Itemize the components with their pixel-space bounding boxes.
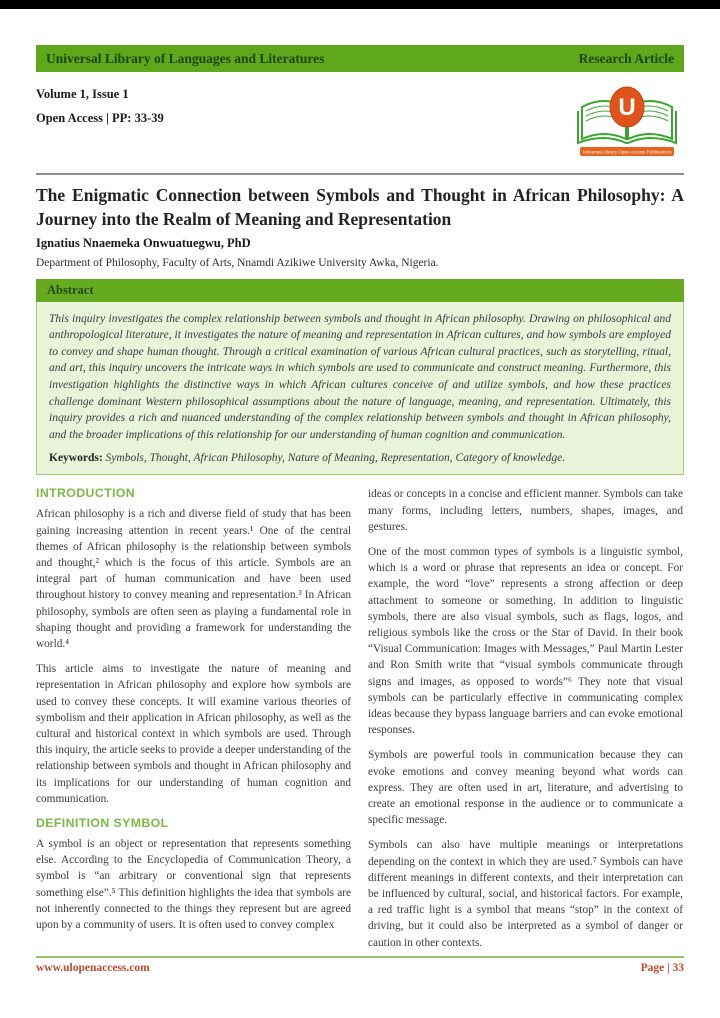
article-type-badge: Research Article <box>578 50 674 66</box>
keywords-text: Symbols, Thought, African Philosophy, Nature of Meaning, Representation, Category of knowledge. <box>102 452 566 465</box>
abstract-heading: Abstract <box>47 282 94 297</box>
two-column-body <box>36 486 684 959</box>
abstract-box <box>36 302 684 476</box>
journal-name: Universal Library of Languages and Literatures <box>46 50 325 66</box>
definition-symbol-heading: DEFINITION SYMBOL <box>36 816 169 830</box>
open-access-pages: Open Access | PP: 33-39 <box>36 111 164 125</box>
definition-paragraph-4: Symbols are powerful tools in communication because they can evoke emotions and convey meaning beyond what words can express. They are often used in art, literature, and advertising to create an emotional response in the audience or to communicate a specific message. <box>368 749 683 827</box>
keywords-line <box>49 452 671 464</box>
article-title: The Enigmatic Connection between Symbols and Thought in African Philosophy: A Journey into the Realm of Meaning and Representation <box>36 185 684 229</box>
publisher-website-link[interactable]: www.ulopenaccess.com <box>36 962 150 974</box>
publisher-logo <box>572 83 682 163</box>
journal-header-bar <box>36 45 684 72</box>
abstract-text: This inquiry investigates the complex relationship between symbols and thought in African philosophy. Drawing on philosophical and anthropological literature, it investigates the nature of meaning and representation in African cultures, and how symbols are employed to convey and shape human thought. Through a critical examination of various African cultural practices, such as storytelling, ritual, and art, this inquiry uncovers the intricate ways in which symbols are used to communicate and construct meaning. Furthermore, this investigation highlights the distinctive ways in which African cultures conceive of and utilize symbols, and how these practices challenge dominant Western philosophical assumptions about the nature of language, meaning, and representation. Ultimately, this inquiry provides a rich and nuanced understanding of the complex relationship between symbols and thought in African philosophy, and the broader implications of this relationship for our understanding of human cognition and communication. <box>49 312 671 441</box>
intro-paragraph-1: African philosophy is a rich and diverse field of study that has been gaining increasing attention in recent years.¹ One of the central themes of African philosophy is the relationship between symbols and thought,² which is the focus of this article. Symbols are an integral part of human communication and have been used throughout history to convey meaning and representation.³ In African philosophy, symbols are often seen as playing a fundamental role in shaping thought and providing a framework for understanding the world.⁴ <box>36 508 351 650</box>
header-divider <box>36 173 684 175</box>
author-affiliation: Department of Philosophy, Faculty of Arts, Nnamdi Azikiwe University Awka, Nigeria. <box>36 256 439 269</box>
open-book-logo-icon <box>572 83 682 163</box>
right-column <box>368 486 683 959</box>
abstract-header-bar <box>36 279 684 302</box>
svg-text:U: U <box>618 94 636 121</box>
keywords-label: Keywords: <box>49 452 103 465</box>
issue-meta-row <box>36 87 684 165</box>
page-footer <box>36 956 684 974</box>
left-column <box>36 486 351 959</box>
page-number: Page | 33 <box>640 962 684 974</box>
intro-paragraph-2: This article aims to investigate the nature of meaning and representation in African philosophy and explore how symbols are used to convey these concepts. It will examine various theories of symbolism and their application in African philosophy, as well as the cultural and historical context in which symbols are used. Through this inquiry, the article seeks to provide a deeper understanding of the relationship between symbols and thought in African philosophy and its implications for our understanding of human cognition and communication. <box>36 663 351 805</box>
definition-paragraph-1: A symbol is an object or representation that represents something else. According to the Encyclopedia of Communication Theory, a symbol is “an arbitrary or conventional sign that represents something else”.⁵ This definition highlights the idea that symbols are not inherently connected to the things they represent but are agreed upon by a community of users. It is often used to convey complex <box>36 838 351 932</box>
introduction-heading: INTRODUCTION <box>36 486 136 501</box>
author-name: Ignatius Nnaemeka Onwuatuegwu, PhD <box>36 235 251 250</box>
top-black-strip <box>0 0 720 9</box>
logo-banner-text: Universal Library Open Access Publications <box>582 149 672 155</box>
definition-paragraph-5: Symbols can also have multiple meanings or interpretations depending on the context in which they are used.⁷ Symbols can have different meanings in different contexts, and their interpretation can be influenced by cultural, social, and historical factors. For example, a red traffic light is a symbol that means “stop” in the context of driving, but it could also be interpreted as a symbol of danger or caution in other contexts. <box>368 839 683 949</box>
definition-paragraph-3: One of the most common types of symbols is a linguistic symbol, which is a word or phrase that represents an idea or concept. For example, the word “love” represents a strong affection or deep attachment to someone or something. In addition to linguistic symbols, there are also visual symbols, such as flags, logos, and religious symbols like the cross or the Star of David. In their book “Visual Communication: Images with Messages,” Paul Martin Lester and Ron Smith write that “visual symbols communicate through signs and images, as opposed to words”⁶ They note that visual symbols can be particularly effective in communicating complex ideas because they bypass language barriers and can evoke emotional responses. <box>368 545 683 737</box>
definition-paragraph-2: ideas or concepts in a concise and efficient manner. Symbols can take many forms, including letters, numbers, shapes, images, and gestures. <box>368 488 683 533</box>
volume-issue: Volume 1, Issue 1 <box>36 87 129 101</box>
